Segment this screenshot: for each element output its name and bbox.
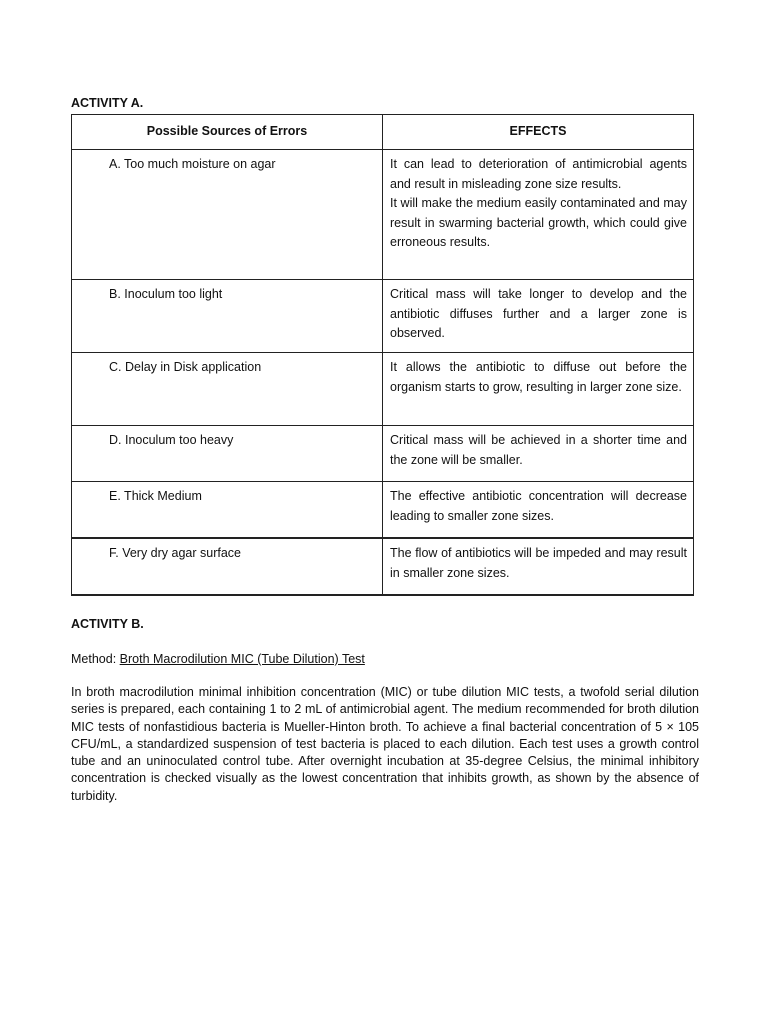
effect-cell	[383, 280, 694, 353]
method-line	[71, 652, 699, 667]
activity-b-heading: ACTIVITY B.	[71, 617, 144, 631]
error-source-cell: D. Inoculum too heavy	[72, 426, 383, 482]
activity-a-heading: ACTIVITY A.	[71, 96, 144, 110]
effect-text: Critical mass will be achieved in a shorter time and the zone will be smaller.	[390, 433, 687, 467]
effect-cell	[383, 482, 694, 539]
method-label: Method:	[71, 652, 120, 666]
effect-text: Critical mass will take longer to develop and the antibiotic diffuses further and a larger zone is observed.	[390, 287, 687, 340]
effect-text: The effective antibiotic concentration will decrease leading to smaller zone sizes.	[390, 489, 687, 523]
error-source-cell: E. Thick Medium	[72, 482, 383, 539]
effect-text: The flow of antibiotics will be impeded and may result in smaller zone sizes.	[390, 546, 687, 580]
errors-effects-table	[71, 114, 694, 596]
column-header-sources: Possible Sources of Errors	[72, 115, 383, 150]
error-source-cell: A. Too much moisture on agar	[72, 150, 383, 280]
table-row	[72, 426, 694, 482]
error-source-cell: B. Inoculum too light	[72, 280, 383, 353]
effect-text: It can lead to deterioration of antimicrobial agents and result in misleading zone size results.	[390, 157, 687, 191]
table-row	[72, 353, 694, 426]
effect-cell	[383, 426, 694, 482]
table-row	[72, 150, 694, 280]
document-page	[71, 96, 699, 805]
table-row	[72, 280, 694, 353]
effect-cell	[383, 353, 694, 426]
error-source-cell: F. Very dry agar surface	[72, 538, 383, 595]
effect-cell	[383, 150, 694, 280]
table-row	[72, 538, 694, 595]
effect-cell	[383, 538, 694, 595]
table-row	[72, 482, 694, 539]
method-name: Broth Macrodilution MIC (Tube Dilution) Test	[119, 652, 365, 666]
error-source-cell: C. Delay in Disk application	[72, 353, 383, 426]
table-header-row	[72, 115, 694, 150]
effect-text: It allows the antibiotic to diffuse out before the organism starts to grow, resulting in larger zone size.	[390, 360, 687, 394]
column-header-effects: EFFECTS	[383, 115, 694, 150]
method-description-paragraph: In broth macrodilution minimal inhibition concentration (MIC) or tube dilution MIC tests, a twofold serial dilution series is prepared, each containing 1 to 2 mL of antimicrobial agent. The medium recommended for broth dilution MIC tests of nonfastidious bacteria is Mueller-Hinton broth. To achieve a final bacterial concentration of 5 × 105 CFU/mL, a standardized suspension of test bacteria is placed to each dilution. Each test uses a growth control tube and an uninoculated control tube. After overnight incubation at 35-degree Celsius, the minimal inhibitory concentration is checked visually as the lowest concentration that inhibits growth, as shown by the absence of turbidity.	[71, 685, 699, 803]
effect-text: It will make the medium easily contaminated and may result in swarming bacterial growth, which could give erroneous results.	[390, 196, 687, 249]
